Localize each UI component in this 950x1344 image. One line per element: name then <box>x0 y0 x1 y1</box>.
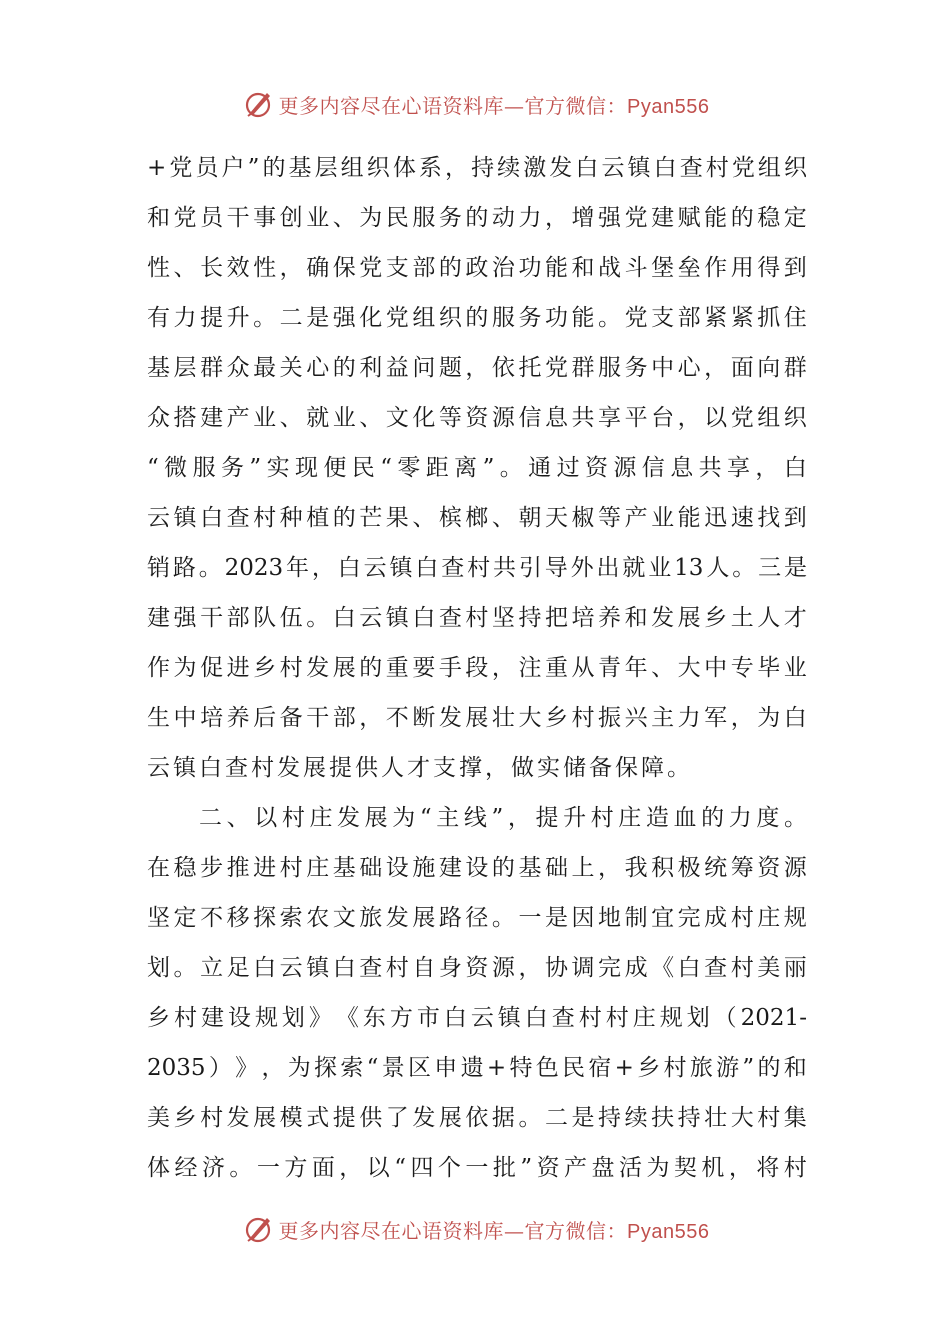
text-line: 和 党 员 干 事 创 业 、 为 民 服 务 的 动 力 ， 增 强 党 建 赋 能 的 稳 定 <box>147 205 807 231</box>
text-line: 云镇白查村发展提供人才支撑，做实储备保障。 <box>147 755 693 781</box>
document-body <box>147 143 807 1193</box>
text-line: 坚 定 不 移 探 索 农 文 旅 发 展 路 径 。 一 是 因 地 制 宜 完 成 村 庄 规 <box>147 905 807 931</box>
text-line: 销 路 。 2023 年 ， 白 云 镇 白 查 村 共 引 导 外 出 就 业 13 人 。 三 是 <box>147 555 807 581</box>
text-line: 建 强 干 部 队 伍 。 白 云 镇 白 查 村 坚 持 把 培 养 和 发 展 乡 土 人 才 <box>147 605 807 631</box>
text-line: 作 为 促 进 乡 村 发 展 的 重 要 手 段 ， 注 重 从 青 年 、 大 中 专 毕 业 <box>147 655 807 681</box>
text-line: 众 搭 建 产 业 、 就 业 、 文 化 等 资 源 信 息 共 享 平 台 ， 以 党 组 织 <box>147 405 807 431</box>
text-line: 性 、 长 效 性 ， 确 保 党 支 部 的 政 治 功 能 和 战 斗 堡 垒 作 用 得 到 <box>147 255 807 281</box>
text-line: 划 。 立 足 白 云 镇 白 查 村 自 身 资 源 ， 协 调 完 成 《 白 查 村 美 丽 <box>147 955 807 981</box>
text-line: 美 乡 村 发 展 模 式 提 供 了 发 展 依 据 。 二 是 持 续 扶 持 壮 大 村 集 <box>147 1105 807 1131</box>
quill-logo-icon <box>241 87 275 121</box>
text-line: 有 力 提 升 。 二 是 强 化 党 组 织 的 服 务 功 能 。 党 支 部 紧 紧 抓 住 <box>147 305 807 331</box>
text-line: 云 镇 白 查 村 种 植 的 芒 果 、 槟 榔 、 朝 天 椒 等 产 业 能 迅 速 找 到 <box>147 505 807 531</box>
text-line: 体 经 济 。 一 方 面 ， 以 “ 四 个 一 批 ” 资 产 盘 活 为 契 机 ， 将 村 <box>147 1155 807 1181</box>
text-line: 生 中 培 养 后 备 干 部 ， 不 断 发 展 壮 大 乡 村 振 兴 主 力 军 ， 为 白 <box>147 705 807 731</box>
text-line: “ 微 服 务 ” 实 现 便 民 “ 零 距 离 ” 。 通 过 资 源 信 息 共 享 ， 白 <box>147 455 807 481</box>
text-line: 基 层 群 众 最 关 心 的 利 益 问 题 ， 依 托 党 群 服 务 中 心 ， 面 向 群 <box>147 355 807 381</box>
footer-banner-text: 更多内容尽在心语资料库—官方微信：Pyan556 <box>278 1218 710 1243</box>
text-line: 2035 ） 》 ， 为 探 索 “ 景 区 申 遗 + 特 色 民 宿 + 乡 村 旅 游 ” 的 和 <box>147 1055 807 1081</box>
text-line: 二 、 以 村 庄 发 展 为 “ 主 线 ” ， 提 升 村 庄 造 血 的 力 度 。 <box>199 805 807 831</box>
quill-logo-icon <box>241 1212 275 1246</box>
header-banner <box>0 84 950 124</box>
header-banner-text: 更多内容尽在心语资料库—官方微信：Pyan556 <box>278 93 710 118</box>
text-line: 在 稳 步 推 进 村 庄 基 础 设 施 建 设 的 基 础 上 ， 我 积 极 统 筹 资 源 <box>147 855 807 881</box>
text-line: + 党 员 户 ” 的 基 层 组 织 体 系 ， 持 续 激 发 白 云 镇 白 查 村 党 组 织 <box>147 155 807 181</box>
footer-banner <box>0 1209 950 1249</box>
text-line: 乡 村 建 设 规 划 》 《 东 方 市 白 云 镇 白 查 村 村 庄 规 划 （ 2021- <box>147 1005 807 1031</box>
